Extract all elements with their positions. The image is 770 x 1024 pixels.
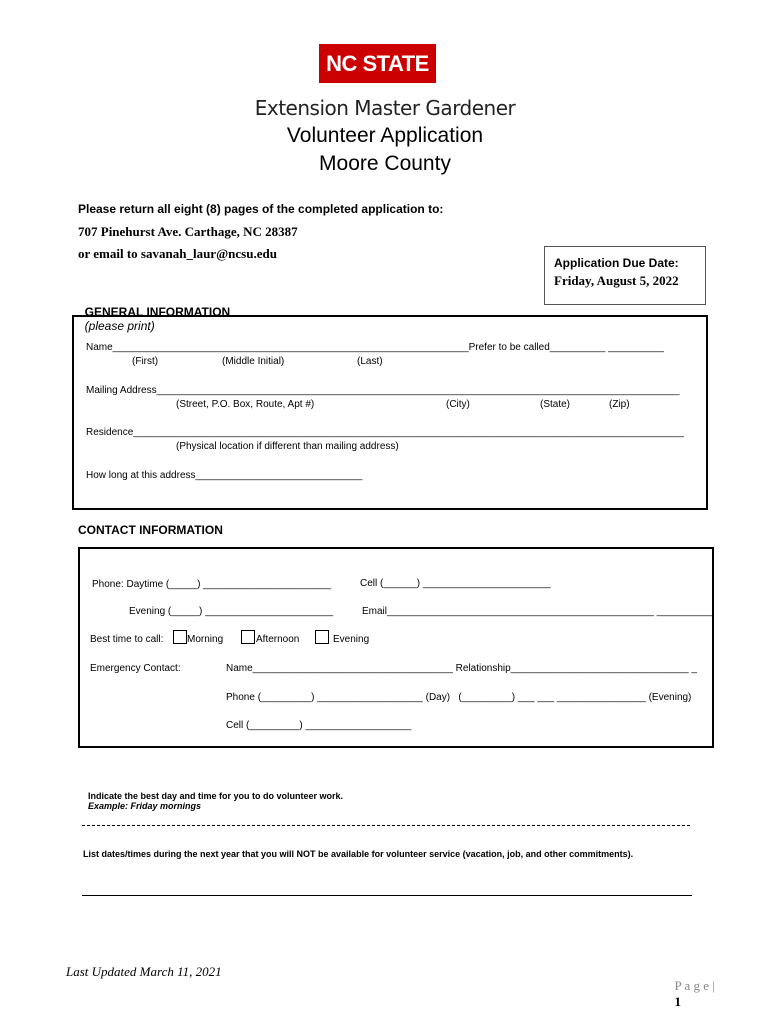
mailing-street-caption: (Street, P.O. Box, Route, Apt #) bbox=[176, 399, 315, 410]
emergency-phone-field[interactable]: Phone (_________) ___________________ (Day) (_________) ___ ___ ________________ (Evening) bbox=[226, 692, 692, 703]
best-time-label: Best time to call: bbox=[90, 634, 164, 645]
due-date-value: Friday, August 5, 2022 bbox=[554, 273, 679, 288]
last-updated: Last Updated March 11, 2021 bbox=[66, 964, 222, 979]
mailing-address-field[interactable]: Mailing Address______________________________________________________________________________________________ bbox=[86, 385, 680, 396]
phone-daytime-field[interactable]: Phone: Daytime (_____) _______________________ bbox=[92, 579, 332, 590]
due-date-label: Application Due Date: bbox=[554, 256, 679, 270]
afternoon-checkbox[interactable] bbox=[241, 630, 255, 644]
return-address: 707 Pinehurst Ave. Carthage, NC 28387 bbox=[78, 224, 298, 239]
mailing-city-caption: (City) bbox=[446, 399, 470, 410]
morning-checkbox[interactable] bbox=[173, 630, 187, 644]
email-field[interactable]: Email________________________________________________ __________ bbox=[362, 606, 713, 617]
due-date-box bbox=[544, 246, 706, 305]
nc-state-logo: NC STATE bbox=[319, 44, 436, 83]
emergency-name-field[interactable]: Name____________________________________ Relationship________________________________ _ bbox=[226, 663, 698, 674]
general-info-note: (please print) bbox=[84, 319, 155, 333]
page-number bbox=[668, 962, 715, 1010]
form-title: Volunteer Application bbox=[286, 124, 484, 147]
page-label: P a g e | bbox=[674, 978, 715, 993]
afternoon-label: Afternoon bbox=[256, 634, 300, 645]
program-name: Extension Master Gardener bbox=[254, 96, 516, 120]
unavailable-dates-prompt: List dates/times during the next year that you will NOT be available for volunteer service (vacation, job, and other commitments). bbox=[83, 849, 634, 859]
best-day-prompt bbox=[83, 781, 343, 811]
unavailable-dates-answer-line[interactable] bbox=[82, 895, 692, 896]
cell-field[interactable]: Cell (______) _______________________ bbox=[360, 578, 551, 589]
return-instruction: Please return all eight (8) pages of the completed application to: bbox=[78, 202, 444, 216]
mailing-zip-caption: (Zip) bbox=[609, 399, 630, 410]
residence-field[interactable]: Residence___________________________________________________________________________________________________ bbox=[86, 427, 684, 438]
emergency-contact-label: Emergency Contact: bbox=[90, 663, 181, 674]
best-day-answer-line[interactable] bbox=[82, 825, 690, 826]
name-middle-caption: (Middle Initial) bbox=[222, 356, 285, 367]
emergency-cell-field[interactable]: Cell (_________) ___________________ bbox=[226, 720, 412, 731]
best-day-question: Indicate the best day and time for you to do volunteer work. bbox=[88, 791, 344, 801]
residence-caption: (Physical location if different than mailing address) bbox=[176, 441, 399, 452]
return-email: or email to savanah_laur@ncsu.edu bbox=[78, 246, 277, 261]
evening-checkbox[interactable] bbox=[315, 630, 329, 644]
evening-label: Evening bbox=[333, 634, 370, 645]
best-day-example: Example: Friday mornings bbox=[88, 801, 202, 811]
mailing-state-caption: (State) bbox=[540, 399, 571, 410]
name-field[interactable]: Name________________________________________________________________Prefer to be called__________ __________ bbox=[86, 342, 664, 353]
county-title: Moore County bbox=[319, 152, 451, 175]
general-info-title: GENERAL INFORMATION bbox=[84, 305, 231, 319]
name-first-caption: (First) bbox=[132, 356, 159, 367]
name-last-caption: (Last) bbox=[357, 356, 383, 367]
contact-info-heading: CONTACT INFORMATION bbox=[78, 523, 223, 537]
page-number-value: 1 bbox=[674, 994, 681, 1009]
evening-phone-field[interactable]: Evening (_____) _______________________ bbox=[129, 606, 334, 617]
how-long-field[interactable]: How long at this address______________________________ bbox=[86, 470, 363, 481]
morning-label: Morning bbox=[187, 634, 224, 645]
